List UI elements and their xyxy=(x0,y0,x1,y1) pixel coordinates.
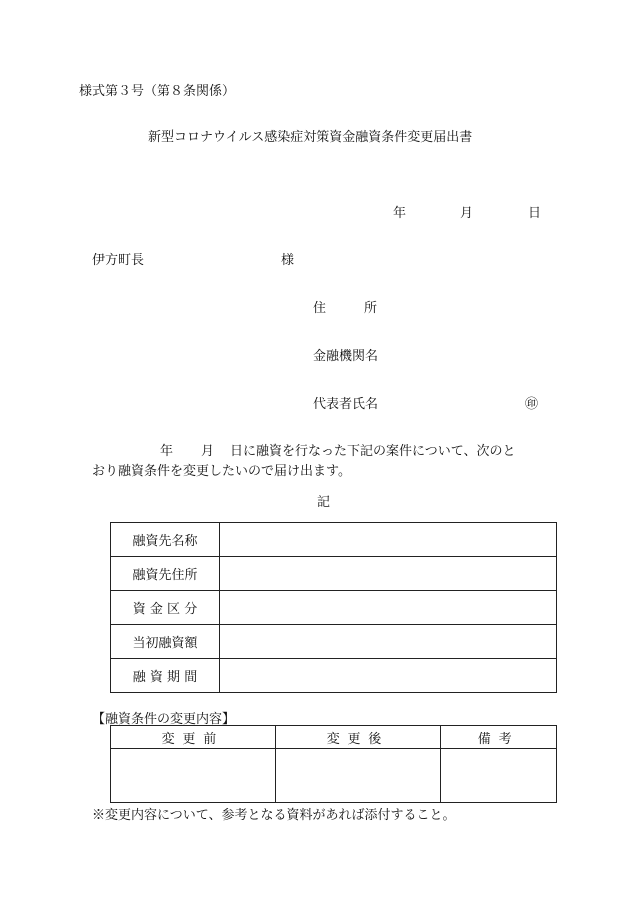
applicant-representative-label: 代表者氏名 xyxy=(313,397,379,412)
body-month: 月 xyxy=(201,444,215,459)
body-text-line-2: おり融資条件を変更したいので届け出ます。 xyxy=(92,464,351,479)
loan-recipient-address-field[interactable] xyxy=(220,557,557,591)
loan-recipient-address-label: 融資先住所 xyxy=(111,557,220,591)
table-row xyxy=(111,659,557,693)
before-change-header: 変更前 xyxy=(111,726,276,749)
loan-recipient-name-label: 融資先名称 xyxy=(111,523,220,557)
date-day-label: 日 xyxy=(528,206,542,221)
document-title: 新型コロナウイルス感染症対策資金融資条件変更届出書 xyxy=(148,130,473,145)
initial-loan-amount-field[interactable] xyxy=(220,625,557,659)
after-change-field[interactable] xyxy=(275,749,441,803)
loan-period-field[interactable] xyxy=(220,659,557,693)
remarks-header: 備考 xyxy=(441,726,557,749)
address-label-char-1: 住 xyxy=(313,301,327,316)
ki-heading: 記 xyxy=(317,495,331,510)
loan-recipient-name-field[interactable] xyxy=(220,523,557,557)
before-change-field[interactable] xyxy=(111,749,276,803)
remarks-field[interactable] xyxy=(441,749,557,803)
loan-period-label: 融 資 期 間 xyxy=(111,659,220,693)
attachment-note: ※変更内容について、参考となる資料があれば添付すること。 xyxy=(92,808,456,823)
initial-loan-amount-label: 当初融資額 xyxy=(111,625,220,659)
table-row xyxy=(111,591,557,625)
body-year: 年 xyxy=(160,444,174,459)
table-header-row xyxy=(111,726,557,749)
changes-heading: 【融資条件の変更内容】 xyxy=(92,712,236,727)
applicant-institution-label: 金融機関名 xyxy=(313,349,379,364)
date-year-label: 年 xyxy=(393,206,407,221)
date-month-label: 月 xyxy=(460,206,474,221)
form-number: 様式第３号（第８条関係） xyxy=(79,84,236,99)
address-label-char-2: 所 xyxy=(364,301,378,316)
seal-mark: ㊞ xyxy=(525,397,539,412)
addressee-name: 伊方町長 xyxy=(92,253,145,268)
applicant-address-label xyxy=(313,297,377,316)
fund-category-label: 資 金 区 分 xyxy=(111,591,220,625)
table-row xyxy=(111,557,557,591)
changes-table xyxy=(110,725,557,803)
body-text-line-1 xyxy=(160,440,516,459)
table-row xyxy=(111,625,557,659)
after-change-header: 変更後 xyxy=(275,726,441,749)
fund-category-field[interactable] xyxy=(220,591,557,625)
body-line1-rest: 日に融資を行なった下記の案件について、次のと xyxy=(230,444,516,459)
table-row xyxy=(111,523,557,557)
table-row xyxy=(111,749,557,803)
addressee-suffix: 様 xyxy=(281,253,295,268)
loan-info-table xyxy=(110,522,557,693)
